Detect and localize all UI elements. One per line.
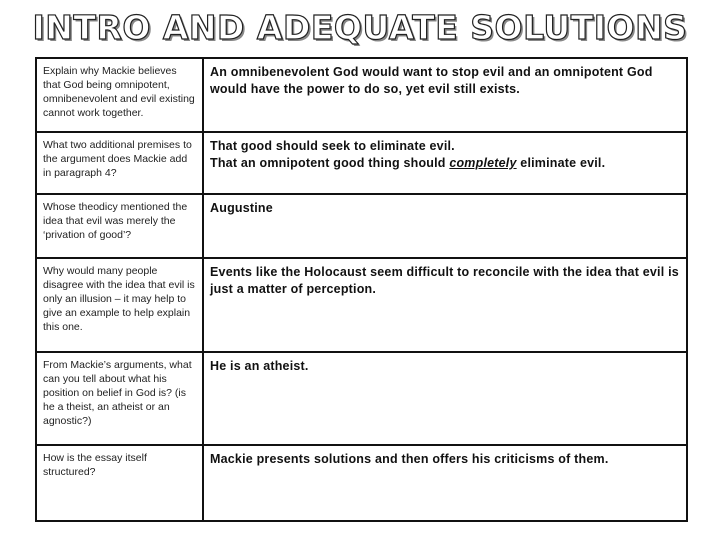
- table-row: [36, 445, 687, 521]
- answer-line: That good should seek to eliminate evil.: [210, 139, 455, 153]
- answer-cell: An omnibenevolent God would want to stop evil and an omnipotent God would have the power to do so, yet evil still exists.: [203, 58, 687, 132]
- question-table: [35, 57, 688, 522]
- question-cell: How is the essay itself structured?: [36, 445, 203, 521]
- question-cell: Whose theodicy mentioned the idea that evil was merely the ‘privation of good’?: [36, 194, 203, 258]
- table-row: [36, 194, 687, 258]
- page-title: INTRO AND ADEQUATE SOLUTIONS: [32, 8, 688, 47]
- answer-cell: He is an atheist.: [203, 352, 687, 445]
- table-row: [36, 258, 687, 352]
- answer-cell: Mackie presents solutions and then offers his criticisms of them.: [203, 445, 687, 521]
- emphasis-text: completely: [449, 156, 517, 170]
- question-cell: What two additional premises to the argument does Mackie add in paragraph 4?: [36, 132, 203, 194]
- table-row: [36, 132, 687, 194]
- question-cell: From Mackie’s arguments, what can you tell about what his position on belief in God is? (is he a theist, an atheist or an agnostic?): [36, 352, 203, 445]
- answer-text: eliminate evil.: [516, 156, 606, 170]
- question-cell: Why would many people disagree with the idea that evil is only an illusion – it may help to give an example to help explain this one.: [36, 258, 203, 352]
- answer-cell: [203, 132, 687, 194]
- question-cell: Explain why Mackie believes that God being omnipotent, omnibenevolent and evil existing cannot work together.: [36, 58, 203, 132]
- table-row: [36, 58, 687, 132]
- table-row: [36, 352, 687, 445]
- answer-line: [210, 155, 680, 172]
- answer-cell: Events like the Holocaust seem difficult to reconcile with the idea that evil is just a matter of perception.: [203, 258, 687, 352]
- answer-cell: Augustine: [203, 194, 687, 258]
- answer-text: That an omnipotent good thing should: [210, 156, 450, 170]
